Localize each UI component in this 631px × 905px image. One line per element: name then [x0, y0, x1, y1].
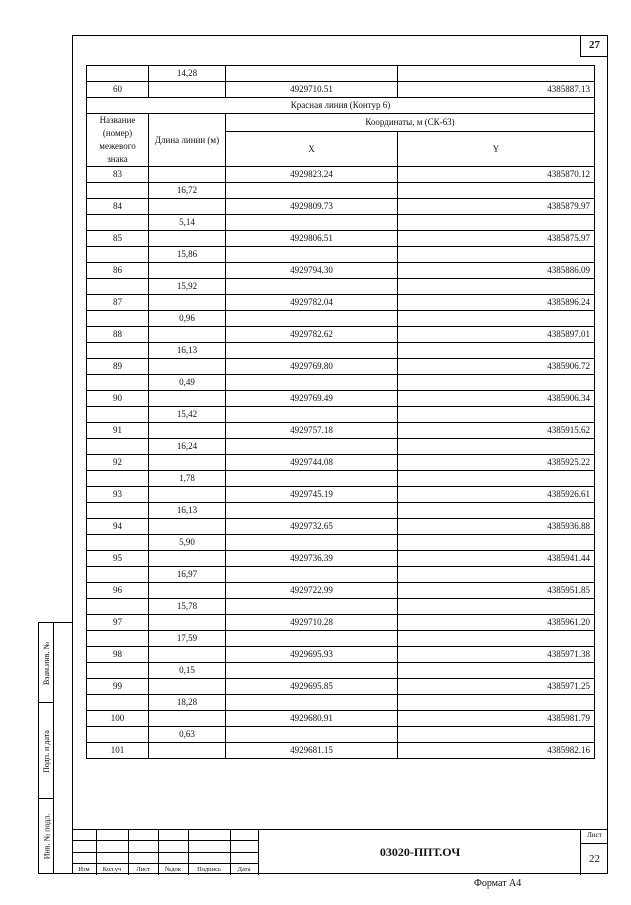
- coord-x: 4929695.85: [226, 679, 398, 695]
- coord-y: 4385926.61: [398, 487, 595, 503]
- point-name: 86: [87, 263, 149, 279]
- line-length: 16,24: [149, 439, 226, 455]
- table-row: [87, 327, 595, 343]
- coord-y: 4385879.97: [398, 199, 595, 215]
- table-row: [87, 567, 595, 583]
- coord-y: 4385981.79: [398, 711, 595, 727]
- coord-y: [398, 663, 595, 679]
- coord-y: [398, 247, 595, 263]
- coord-y: 4385971.25: [398, 679, 595, 695]
- line-length: [149, 487, 226, 503]
- coord-x: 4929744.08: [226, 455, 398, 471]
- line-length: 0,15: [149, 663, 226, 679]
- coord-x: 4929823.24: [226, 167, 398, 183]
- line-length: [149, 647, 226, 663]
- table-row: [87, 311, 595, 327]
- coord-x: 4929769.80: [226, 359, 398, 375]
- table-row: [87, 631, 595, 647]
- line-length: [149, 615, 226, 631]
- table-row: [87, 423, 595, 439]
- coord-x: [226, 727, 398, 743]
- coord-x: 4929736.39: [226, 551, 398, 567]
- header-name: Название (номер) межевого знака: [87, 114, 149, 167]
- point-name: [87, 567, 149, 583]
- point-name: [87, 663, 149, 679]
- sheet-label: Лист: [581, 831, 608, 844]
- point-name: [87, 503, 149, 519]
- coord-x: 4929794.30: [226, 263, 398, 279]
- coord-x: 4929722.99: [226, 583, 398, 599]
- point-name: 88: [87, 327, 149, 343]
- coord-y: [398, 279, 595, 295]
- coord-y: 4385875.97: [398, 231, 595, 247]
- coord-x: [226, 599, 398, 615]
- sheet-box: [580, 830, 608, 875]
- table-row: [87, 359, 595, 375]
- tb-label-koluch: Кол.уч: [102, 866, 122, 873]
- coord-x: [226, 439, 398, 455]
- point-name: [87, 183, 149, 199]
- line-length: 14,28: [149, 66, 226, 82]
- line-length: [149, 711, 226, 727]
- table-row: [87, 535, 595, 551]
- table-points: [87, 167, 595, 759]
- coord-y: 4385906.72: [398, 359, 595, 375]
- point-name: 83: [87, 167, 149, 183]
- point-name: 85: [87, 231, 149, 247]
- coord-x: 4929680.91: [226, 711, 398, 727]
- table-row: [87, 391, 595, 407]
- point-name: [87, 695, 149, 711]
- line-length: [149, 167, 226, 183]
- point-name: 101: [87, 743, 149, 759]
- line-length: 17,59: [149, 631, 226, 647]
- table-row: [87, 295, 595, 311]
- coord-y: 4385915.62: [398, 423, 595, 439]
- line-length: [149, 583, 226, 599]
- coord-x: 4929710.51: [226, 82, 398, 98]
- line-length: 16,97: [149, 567, 226, 583]
- coord-x: [226, 503, 398, 519]
- table-row: [87, 215, 595, 231]
- coord-y: 4385896.24: [398, 295, 595, 311]
- line-length: [149, 679, 226, 695]
- coord-y: 4385941.44: [398, 551, 595, 567]
- sheet-number: 22: [589, 853, 600, 865]
- coord-y: [398, 631, 595, 647]
- line-length: [149, 551, 226, 567]
- table-row: [87, 66, 595, 82]
- point-name: [87, 215, 149, 231]
- header-coords: Координаты, м (СК-63): [226, 114, 595, 132]
- table-row: [87, 599, 595, 615]
- coord-y: 4385982.16: [398, 743, 595, 759]
- table-top-rows: [87, 66, 595, 98]
- table-row: [87, 503, 595, 519]
- point-name: 100: [87, 711, 149, 727]
- line-length: 16,72: [149, 183, 226, 199]
- stamp-label-vzam: Взам.инв. №: [42, 641, 51, 685]
- title-block-grid: [72, 830, 258, 875]
- point-name: [87, 375, 149, 391]
- coord-x: 4929710.28: [226, 615, 398, 631]
- section-title: Красная линия (Контур 6): [87, 98, 595, 114]
- line-length: [149, 423, 226, 439]
- table-row: [87, 199, 595, 215]
- coord-x: 4929681.15: [226, 743, 398, 759]
- coord-y: [398, 503, 595, 519]
- line-length: 18,28: [149, 695, 226, 711]
- coord-y: 4385906.34: [398, 391, 595, 407]
- line-length: [149, 519, 226, 535]
- coord-x: 4929757.18: [226, 423, 398, 439]
- coord-x: 4929769.49: [226, 391, 398, 407]
- table-row: [87, 279, 595, 295]
- line-length: 15,78: [149, 599, 226, 615]
- coord-y: [398, 695, 595, 711]
- point-name: [87, 599, 149, 615]
- header-length: Длина линии (м): [149, 114, 226, 167]
- tb-label-data: Дата: [237, 866, 251, 873]
- coord-x: [226, 215, 398, 231]
- coord-x: 4929695.93: [226, 647, 398, 663]
- coord-y: [398, 727, 595, 743]
- tb-label-ndok: №док: [165, 866, 181, 873]
- coord-x: [226, 535, 398, 551]
- coord-y: [398, 567, 595, 583]
- point-name: 89: [87, 359, 149, 375]
- coord-y: 4385961.20: [398, 615, 595, 631]
- table-row: [87, 663, 595, 679]
- tb-label-izm: Изм: [78, 866, 90, 873]
- coord-y: [398, 343, 595, 359]
- point-name: 90: [87, 391, 149, 407]
- table-row: [87, 487, 595, 503]
- point-name: [87, 343, 149, 359]
- point-name: [87, 471, 149, 487]
- point-name: 84: [87, 199, 149, 215]
- point-name: [87, 311, 149, 327]
- table-row: [87, 247, 595, 263]
- coord-x: [226, 695, 398, 711]
- table-row: [87, 167, 595, 183]
- coord-x: [226, 567, 398, 583]
- line-length: [149, 359, 226, 375]
- document-code: 03020-ППТ.ОЧ: [379, 845, 461, 859]
- table-row: [87, 695, 595, 711]
- coord-y: [398, 535, 595, 551]
- coord-y: [398, 375, 595, 391]
- table-header: [87, 98, 595, 167]
- coord-x: 4929745.19: [226, 487, 398, 503]
- point-name: 92: [87, 455, 149, 471]
- table-row: [87, 615, 595, 631]
- coord-y: [398, 439, 595, 455]
- coord-x: [226, 471, 398, 487]
- coord-y: 4385897.01: [398, 327, 595, 343]
- coord-y: [398, 311, 595, 327]
- coord-y: [398, 407, 595, 423]
- line-length: [149, 82, 226, 98]
- line-length: 0,49: [149, 375, 226, 391]
- table-row: [87, 343, 595, 359]
- line-length: 15,92: [149, 279, 226, 295]
- table-row: [87, 727, 595, 743]
- coord-y: 4385870.12: [398, 167, 595, 183]
- coord-y: [398, 471, 595, 487]
- coord-y: [398, 215, 595, 231]
- stamp-label-podp: Подп. и дата: [42, 729, 51, 773]
- coord-x: [226, 183, 398, 199]
- table-row: [87, 679, 595, 695]
- coord-y: [398, 183, 595, 199]
- tb-label-podpis: Подпись: [197, 866, 221, 873]
- coord-y: 4385936.88: [398, 519, 595, 535]
- table-row: [87, 375, 595, 391]
- coord-x: [226, 631, 398, 647]
- line-length: 1,78: [149, 471, 226, 487]
- coord-y: 4385886.09: [398, 263, 595, 279]
- coord-x: [226, 247, 398, 263]
- line-length: 0,63: [149, 727, 226, 743]
- table-row: [87, 551, 595, 567]
- title-block: [72, 829, 608, 874]
- point-name: 99: [87, 679, 149, 695]
- point-name: 87: [87, 295, 149, 311]
- stamp-label-inv: Инв. № подл.: [42, 813, 51, 859]
- line-length: 15,86: [149, 247, 226, 263]
- coord-y: 4385951.85: [398, 583, 595, 599]
- point-name: 95: [87, 551, 149, 567]
- coord-y: 4385971.38: [398, 647, 595, 663]
- coord-x: [226, 407, 398, 423]
- coord-y: 4385925.22: [398, 455, 595, 471]
- coord-x: 4929809.73: [226, 199, 398, 215]
- coord-y: 4385887.13: [398, 82, 595, 98]
- point-name: [87, 535, 149, 551]
- table-row: [87, 231, 595, 247]
- header-y: Y: [398, 132, 595, 167]
- coord-y: [398, 66, 595, 82]
- line-length: 5,90: [149, 535, 226, 551]
- line-length: [149, 743, 226, 759]
- line-length: 5,14: [149, 215, 226, 231]
- point-name: 60: [87, 82, 149, 98]
- coord-x: [226, 663, 398, 679]
- coord-x: [226, 375, 398, 391]
- table-row: [87, 519, 595, 535]
- left-stamp: [38, 622, 72, 874]
- point-name: [87, 439, 149, 455]
- table-row: [87, 647, 595, 663]
- table-row: [87, 183, 595, 199]
- point-name: 91: [87, 423, 149, 439]
- point-name: 93: [87, 487, 149, 503]
- point-name: [87, 66, 149, 82]
- point-name: 94: [87, 519, 149, 535]
- coord-x: 4929806.51: [226, 231, 398, 247]
- header-x: X: [226, 132, 398, 167]
- coord-x: 4929782.04: [226, 295, 398, 311]
- table-row: [87, 743, 595, 759]
- table-row: [87, 471, 595, 487]
- line-length: 16,13: [149, 503, 226, 519]
- line-length: 0,96: [149, 311, 226, 327]
- format-label: Формат А4: [474, 878, 522, 889]
- table-row: [87, 82, 595, 98]
- line-length: [149, 263, 226, 279]
- coord-x: [226, 66, 398, 82]
- coord-x: 4929782.62: [226, 327, 398, 343]
- line-length: [149, 231, 226, 247]
- line-length: 16,13: [149, 343, 226, 359]
- line-length: [149, 327, 226, 343]
- table-row: [87, 455, 595, 471]
- point-name: 96: [87, 583, 149, 599]
- page-number: 27: [580, 35, 608, 57]
- point-name: 97: [87, 615, 149, 631]
- line-length: [149, 295, 226, 311]
- point-name: [87, 247, 149, 263]
- coord-x: [226, 279, 398, 295]
- coord-x: [226, 343, 398, 359]
- point-name: [87, 631, 149, 647]
- coord-x: 4929732.65: [226, 519, 398, 535]
- line-length: [149, 199, 226, 215]
- table-row: [87, 583, 595, 599]
- coord-y: [398, 599, 595, 615]
- table-row: [87, 439, 595, 455]
- point-name: [87, 407, 149, 423]
- tb-label-list: Лист: [136, 866, 150, 873]
- point-name: [87, 727, 149, 743]
- coordinates-table: [86, 65, 595, 759]
- point-name: [87, 279, 149, 295]
- line-length: [149, 391, 226, 407]
- table-row: [87, 407, 595, 423]
- table-row: [87, 263, 595, 279]
- table-row: [87, 711, 595, 727]
- point-name: 98: [87, 647, 149, 663]
- line-length: [149, 455, 226, 471]
- line-length: 15,42: [149, 407, 226, 423]
- coord-x: [226, 311, 398, 327]
